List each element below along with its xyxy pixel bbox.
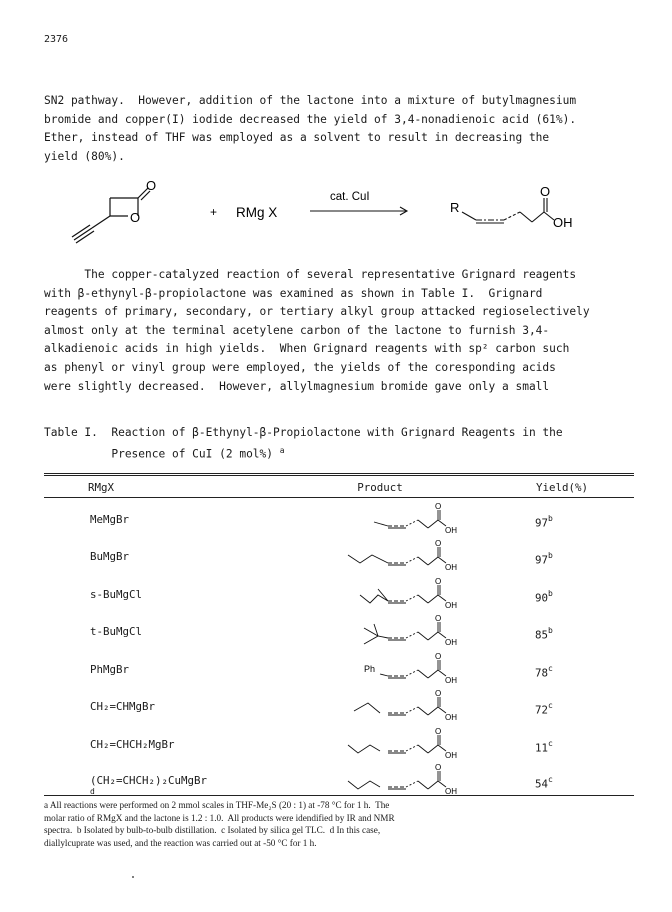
bond: [428, 670, 438, 678]
alkyl-chain: [374, 522, 388, 526]
yield-value: 97: [535, 553, 549, 567]
hydroxyl-label: OH: [445, 526, 457, 535]
table-row: [44, 577, 634, 615]
product-bonds: [354, 697, 446, 715]
yield-footnote-mark: c: [548, 701, 553, 710]
table-row: [44, 727, 634, 765]
table-top-rule: [44, 473, 634, 474]
bond: [428, 520, 438, 528]
product-hydroxyl-label: OH: [553, 215, 573, 230]
bond: [406, 707, 418, 713]
alkyl-chain: [364, 624, 388, 644]
bond: [406, 557, 418, 563]
table-top-rule-2: [44, 475, 634, 476]
yield-cell: [535, 776, 553, 791]
product-bonds: [360, 585, 446, 603]
bond: [418, 670, 428, 678]
reagent-cell: CH₂=CHCH₂MgBr: [90, 738, 175, 751]
bond: [418, 781, 428, 789]
alkyl-chain: [348, 781, 380, 789]
yield-value: 72: [535, 703, 549, 717]
table-row: [44, 502, 634, 540]
yield-footnote-mark: b: [548, 514, 553, 523]
yield-value: 85: [535, 628, 549, 642]
bond: [428, 707, 438, 715]
product-structure: [334, 502, 514, 540]
bond: [428, 557, 438, 565]
text-line: Ether, instead of THF was employed as a solvent to result in decreasing the: [44, 131, 550, 145]
yield-cell: [535, 627, 553, 642]
reaction-scheme: [60, 178, 620, 250]
product-structure: [334, 539, 514, 577]
text-line: almost only at the terminal acetylene carbon of the lactone to furnish 3,4-: [44, 323, 550, 337]
bond: [418, 595, 428, 603]
column-header-yield: Yield(%): [536, 481, 589, 494]
bond: [406, 781, 418, 787]
reagent-cell: s-BuMgCl: [90, 588, 143, 601]
yield-footnote-mark: b: [548, 626, 553, 635]
product-bonds: [374, 510, 446, 528]
text-line: reagents of primary, secondary, or tertiary alkyl group attacked regioselectively: [44, 305, 590, 319]
product-bonds: [364, 622, 446, 644]
hydroxyl-label: OH: [445, 563, 457, 572]
alkyl-chain: [348, 555, 388, 563]
column-header-reagent: RMgX: [88, 481, 115, 494]
footnote-line: spectra. b Isolated by bulb-to-bulb distillation. c Isolated by silica gel TLC. d In this case,: [44, 825, 381, 836]
caption-line: Presence of CuI (2 mol%) $^a$: [44, 445, 285, 461]
bond: [406, 745, 418, 751]
bond: [406, 632, 418, 638]
text-line: yield (80%).: [44, 149, 125, 163]
alkyl-chain: [360, 589, 388, 603]
product-bonds: [348, 735, 446, 753]
table-row: [44, 614, 634, 652]
paragraph-1: [44, 92, 634, 166]
table-footnotes: [44, 799, 644, 849]
yield-cell: [535, 515, 553, 530]
text-line: with β-ethynyl-β-propiolactone was examined as shown in Table I. Grignard: [44, 286, 543, 300]
reagent-cell: (CH₂=CHCH₂)₂CuMgBr: [90, 774, 208, 787]
product-bonds: [380, 660, 446, 678]
bond: [428, 632, 438, 640]
product-r-label: R: [450, 200, 460, 215]
text-line: were slightly decreased. However, allylmagnesium bromide gave only a small: [44, 379, 550, 393]
text-line: The copper-catalyzed reaction of several representative Grignard reagents: [44, 268, 577, 281]
yield-footnote-mark: b: [548, 589, 553, 598]
product-bonds: [348, 771, 446, 789]
yield-footnote-mark: c: [548, 739, 553, 748]
reagent-cell-wrapper: [90, 774, 207, 802]
carbonyl-oxygen-label: O: [435, 652, 442, 661]
carbonyl-oxygen-label: O: [435, 727, 442, 736]
yield-cell: [535, 552, 553, 567]
bond: [418, 557, 428, 565]
table-caption: [44, 424, 644, 463]
reaction-arrow: [310, 207, 407, 215]
stray-mark: [132, 876, 134, 878]
caption-footnote-mark: a: [279, 445, 285, 455]
table-row: [44, 689, 634, 727]
footnote-line: a All reactions were performed on 2 mmol scales in THF-Me₂S (20 : 1) at -78 °C for 1 h. The: [44, 800, 390, 810]
bond: [418, 520, 428, 528]
yield-value: 97: [535, 516, 549, 530]
product-structure: [334, 614, 514, 652]
text-line: alkadienoic acids in high yields. When Grignard reagents with sp² carbon such: [44, 342, 570, 356]
yield-value: 11: [535, 741, 549, 755]
text-line: bromide and copper(I) iodide decreased the yield of 3,4-nonadienoic acid (61%).: [44, 112, 577, 126]
grignard-reagent-label: RMg X: [236, 205, 278, 220]
reagent-footnote-mark: d: [90, 787, 95, 796]
alkyl-chain: [354, 703, 380, 713]
table-row: [44, 539, 634, 577]
table-header-rule: [44, 497, 634, 498]
yield-value: 90: [535, 591, 549, 605]
substituent-label: Ph: [364, 664, 376, 674]
bond: [418, 745, 428, 753]
hydroxyl-label: OH: [445, 713, 457, 722]
yield-cell: [535, 665, 553, 680]
bond: [418, 632, 428, 640]
bond: [418, 707, 428, 715]
table-row: [44, 652, 634, 690]
text-line: SN2 pathway. However, addition of the lactone into a mixture of butylmagnesium: [44, 94, 577, 107]
column-header-product: Product: [357, 481, 403, 494]
bond: [428, 745, 438, 753]
footnote-line: molar ratio of RMgX and the lactone is 1.2 : 1.0. All products were idendified by IR and NMR: [44, 812, 395, 823]
carbonyl-oxygen-label: O: [435, 502, 442, 511]
paragraph-2: [44, 266, 634, 396]
plus-sign: +: [210, 205, 218, 219]
yield-cell: [535, 590, 553, 605]
carbonyl-oxygen-label: O: [435, 689, 442, 698]
reagent-cell: MeMgBr: [90, 513, 130, 526]
page-number: 2376: [44, 34, 69, 45]
footnote-line: diallylcuprate was used, and the reaction was carried out at -50 °C for 1 h.: [44, 837, 317, 848]
text-line: as phenyl or vinyl group were employed, the yields of the coresponding acids: [44, 360, 556, 374]
carbonyl-oxygen-label: O: [146, 178, 157, 193]
carbonyl-oxygen-label: O: [435, 763, 442, 772]
yield-footnote-mark: c: [548, 664, 553, 673]
hydroxyl-label: OH: [445, 751, 457, 760]
product-structure: [334, 727, 514, 765]
hydroxyl-label: OH: [445, 676, 457, 685]
hydroxyl-label: OH: [445, 787, 457, 796]
product-structure: [334, 689, 514, 727]
ring-oxygen-label: O: [130, 210, 141, 225]
reagent-cell: t-BuMgCl: [90, 625, 143, 638]
hydroxyl-label: OH: [445, 601, 457, 610]
yield-cell: [535, 740, 553, 755]
hydroxyl-label: OH: [445, 638, 457, 647]
alkyl-chain: [380, 674, 388, 676]
bond: [406, 520, 418, 526]
bond: [428, 595, 438, 603]
product-bonds: [348, 547, 446, 565]
alkyl-chain: [348, 745, 380, 753]
product-structure: [462, 198, 554, 223]
yield-value: 54: [535, 777, 549, 791]
carbonyl-oxygen-label: O: [435, 577, 442, 586]
table-bottom-rule: [44, 795, 634, 796]
product-oxygen-label: O: [540, 184, 551, 199]
bond: [428, 781, 438, 789]
reagent-cell: BuMgBr: [90, 550, 130, 563]
yield-cell: [535, 702, 553, 717]
bond: [406, 595, 418, 601]
bond: [406, 670, 418, 676]
product-structure: [334, 652, 514, 690]
carbonyl-oxygen-label: O: [435, 539, 442, 548]
reagent-cell: CH₂=CHMgBr: [90, 700, 156, 713]
carbonyl-oxygen-label: O: [435, 614, 442, 623]
yield-value: 78: [535, 666, 549, 680]
yield-footnote-mark: b: [548, 551, 553, 560]
product-structure: [334, 577, 514, 615]
reagent-cell: PhMgBr: [90, 663, 130, 676]
catalyst-label: cat. CuI: [330, 191, 370, 203]
caption-line: Table I. Reaction of β-Ethynyl-β-Propiolactone with Grignard Reagents in the: [44, 426, 563, 439]
yield-footnote-mark: c: [548, 775, 553, 784]
